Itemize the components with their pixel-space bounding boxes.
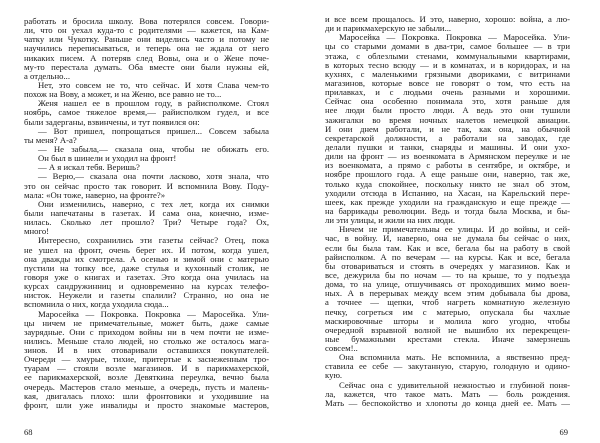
text-line: из военкомата, а прямо с работы в сентябре, и октябре, и	[325, 161, 570, 171]
text-line: — Не забыла,— сказала она, чтобы не обижать его.	[38, 144, 269, 154]
text-line: делали пушки и танки, снаряды и машины. И они ухо-	[325, 142, 570, 152]
text-line: нее люди были просто люди. А ведь это они тушили	[325, 106, 570, 116]
text-line: заурядные. Они с приходом войны ни в чем почти не изме-	[24, 327, 269, 337]
text-line: ноябре прошлого года. А еще раньше они, наверно, так же,	[325, 170, 570, 180]
text-line: ставила ее себе — закутанную, старую, голодную и одино-	[325, 362, 570, 372]
text-line: этажа, с облезлыми стенами, коммунальными квартирами,	[325, 51, 570, 61]
text-line: были напечатаны в газетах. И сама она, конечно, изме-	[24, 208, 269, 218]
text-line: Нет, это совсем не то, что сейчас. И хотя Слава чем-то	[38, 80, 269, 90]
text-line: шеек, как прежде уходили на гражданскую и еще прежде —	[325, 197, 570, 207]
text-line: в которых тесно всюду — и в комнатах, и в коридорах, и на	[325, 60, 570, 70]
text-line: Сейчас она особенно понимала это, хотя раньше для	[325, 97, 570, 107]
text-line: Маросейка — Покровка. Покровка — Маросейка. Ули-	[38, 309, 269, 319]
text-line: кая, двигалась плохо: шли фронтовики и уходившие на	[24, 391, 269, 401]
text-line: нисток. Неужели и газеты спалили? Странно, но она не	[24, 291, 269, 301]
text-line: очередной взрывной волной не вышибло их перекрещен-	[325, 325, 570, 335]
text-line: а отдельно...	[24, 71, 71, 81]
text-line: не ушел на фронт, очень берег их. И потом, когда ушел,	[24, 245, 269, 255]
text-line: час, в войну. И, наверно, она не думала бы сейчас о них,	[325, 234, 570, 244]
text-line: очередь. Мастеров стало меньше, а очередь, пусть и малень-	[24, 382, 269, 392]
right-page-text	[325, 15, 570, 408]
text-line: работать и бросила школу. Вова потерялся совсем. Говори-	[24, 17, 269, 26]
text-line: ди и парикмахерскую не забыли...	[325, 24, 452, 34]
text-line: говоря уже о книгах и газетах. Это когда она училась на	[24, 272, 269, 282]
page-number: 68	[24, 427, 33, 437]
text-line: зажигалки во время ночных налетов немецкой авиации.	[325, 115, 570, 125]
text-line: Женя нашел ее в прошлом году, в райисполкоме. Стоял	[38, 99, 269, 109]
text-line: это он сейчас просто так говорит. И вспомнила Вову. Поду-	[24, 181, 269, 191]
text-line: все, дежурила бы по ночам — то на крыше, то у подъезда	[325, 270, 570, 280]
text-line: ла, кажется, что такое мать. Мать — боль рождения.	[325, 389, 570, 399]
text-line: Маросейка — Покровка. Покровка — Маросейка. Ули-	[339, 33, 570, 43]
text-line: на баррикады революции. Ведь и тогда была Москва, и бы-	[325, 206, 570, 216]
text-line: цы со старыми домами в два-три, самое большее — в три	[325, 42, 570, 52]
text-line: му-то перестала думать. Оба вместе они были нужны ей,	[24, 62, 269, 72]
text-line: Мать — беспокойство и хлопоты до конца дней ее. Мать —	[325, 398, 570, 408]
text-line: — А я искал тебя. Веришь?	[38, 163, 140, 173]
text-line: похож на Вову, а может, и на Женю, все равно не то...	[24, 90, 222, 100]
text-line: нились. Меньше стало людей, но столько же осталось мага-	[24, 336, 269, 346]
text-line: вспомнила о них, когда уходила сюда...	[24, 300, 169, 310]
text-line: цы ничем не примечательные, может быть, даже самые	[24, 318, 269, 328]
text-line: зинов. И в них отоваривали оставшихся покупателей.	[24, 346, 269, 356]
text-line: нилась. Сколько лет прошло? Три? Четыре года? Ох,	[24, 218, 269, 228]
text-line: она дважды их смотрела. А осенью и зимой они с матерью	[24, 254, 269, 264]
text-line: кую.	[325, 371, 343, 381]
text-line: Ничем не примечательны ее улицы. И до войны, и сей-	[339, 225, 570, 235]
text-line: ты меня? А-а?	[24, 135, 77, 145]
text-line: курсах сандружинниц и одновременно на курсах телефо-	[24, 282, 269, 292]
text-line: туарам — стояли возле магазинов. И в парикмахерской,	[24, 364, 269, 374]
text-line: и все всем прощалось. И это, наверно, хорошо: война, а лю-	[325, 15, 570, 24]
text-line: были задерганы, взвинчены, и тут появился он:	[24, 117, 200, 127]
page-number: 69	[559, 427, 568, 437]
text-line: Он был в шинели и уходил на фронт!	[38, 154, 177, 164]
text-line: ли эти улицы, и жили на них люди.	[325, 216, 456, 226]
text-line: Они изменились, наверно, с тех лет, когда их снимки	[38, 199, 269, 209]
text-line: — Вот пришел, попрощаться пришел... Совсем забыла	[38, 126, 269, 136]
text-line: секретарской должности, а работали на заводах, где	[325, 133, 570, 143]
text-line: мала: «Он тоже, наверно, на фронте?»	[24, 190, 166, 200]
text-line: печку, согреться им с матерью, опускала бы чахлые	[325, 307, 570, 317]
left-page-text	[24, 17, 269, 410]
text-line: ных. А в перерывах между всем этим добывала бы дрова,	[325, 289, 570, 299]
text-line: райисполком. А по вечерам — на курсы. Как и все, бегала	[325, 252, 570, 262]
text-line: уходили отсюда в Испанию, на Хасан, на Карельский пере-	[325, 188, 570, 198]
text-line: Очереди — хмурые, тихие, притертые к заснеженным тро-	[24, 355, 269, 365]
text-line: Интересно, сохранились эти газеты сейчас? Отец, пока	[38, 236, 269, 246]
text-line: пустили на топку все, даже стулья и кухонный столик, не	[24, 263, 269, 273]
text-line: чатку или Чукотку. Раньше они виделись часто и потому не	[24, 35, 269, 45]
text-line: маскировочные шторы и молила кого угодно, чтобы	[325, 316, 570, 326]
text-line: ноябрь, самое тяжелое время,— райисполком гудел, и все	[24, 108, 269, 118]
text-line: никаких писем. А потеряв след Вовы, она и о Жене поче-	[24, 53, 269, 63]
text-line: Сейчас она с удивительной нежностью и глубиной поня-	[339, 380, 570, 390]
text-line: если бы была там. Как и все, бегала бы на работу в свой	[325, 243, 570, 253]
right-page	[300, 0, 600, 443]
text-line: ные бумажными крестами стекла. Иначе замерзнешь	[325, 334, 570, 344]
text-line: ее парикмахерской, возле Девяткина переулка, вечно была	[24, 373, 269, 383]
text-line: только куда спокойнее, поскольку никто не знал об этом,	[325, 179, 570, 189]
text-line: дили на фронт — из военкомата в Армянском переулке и не	[325, 152, 570, 162]
text-line: ли, что он уехал куда-то с родителями — кажется, на Кам-	[24, 26, 269, 36]
text-line: И они днем работали, и не так, как она, на обычной	[325, 124, 570, 134]
text-line: прилавках, и с людьми очень разными и хорошими.	[325, 88, 570, 98]
text-line: кухнях, с маленькими грязными двориками, с витринами	[325, 69, 570, 79]
text-line: — Верю,— сказала она почти ласково, хотя знала, что	[38, 172, 269, 182]
text-line: дома, то на улице, отшучиваясь от проходивших мимо воен-	[325, 280, 570, 290]
text-line: фронт, шли уже инвалиды и просто знакомые мастеров,	[24, 400, 269, 410]
text-line: Она вспомнила мать. Не вспомнила, а явственно пред-	[339, 353, 570, 363]
text-line: бы отовариваться и стоять в очередях у магазинов. Как и	[325, 261, 570, 271]
text-line: много!	[24, 227, 50, 237]
text-line: научились переписываться, и теперь она не ждала от него	[24, 44, 269, 54]
text-line: а точнее — щепки, чтоб нагреть комнатную железную	[325, 298, 570, 308]
text-line: магазинов, которые вовсе не говорят о том, что есть на	[325, 78, 570, 88]
text-line: совсем!..	[325, 344, 358, 354]
